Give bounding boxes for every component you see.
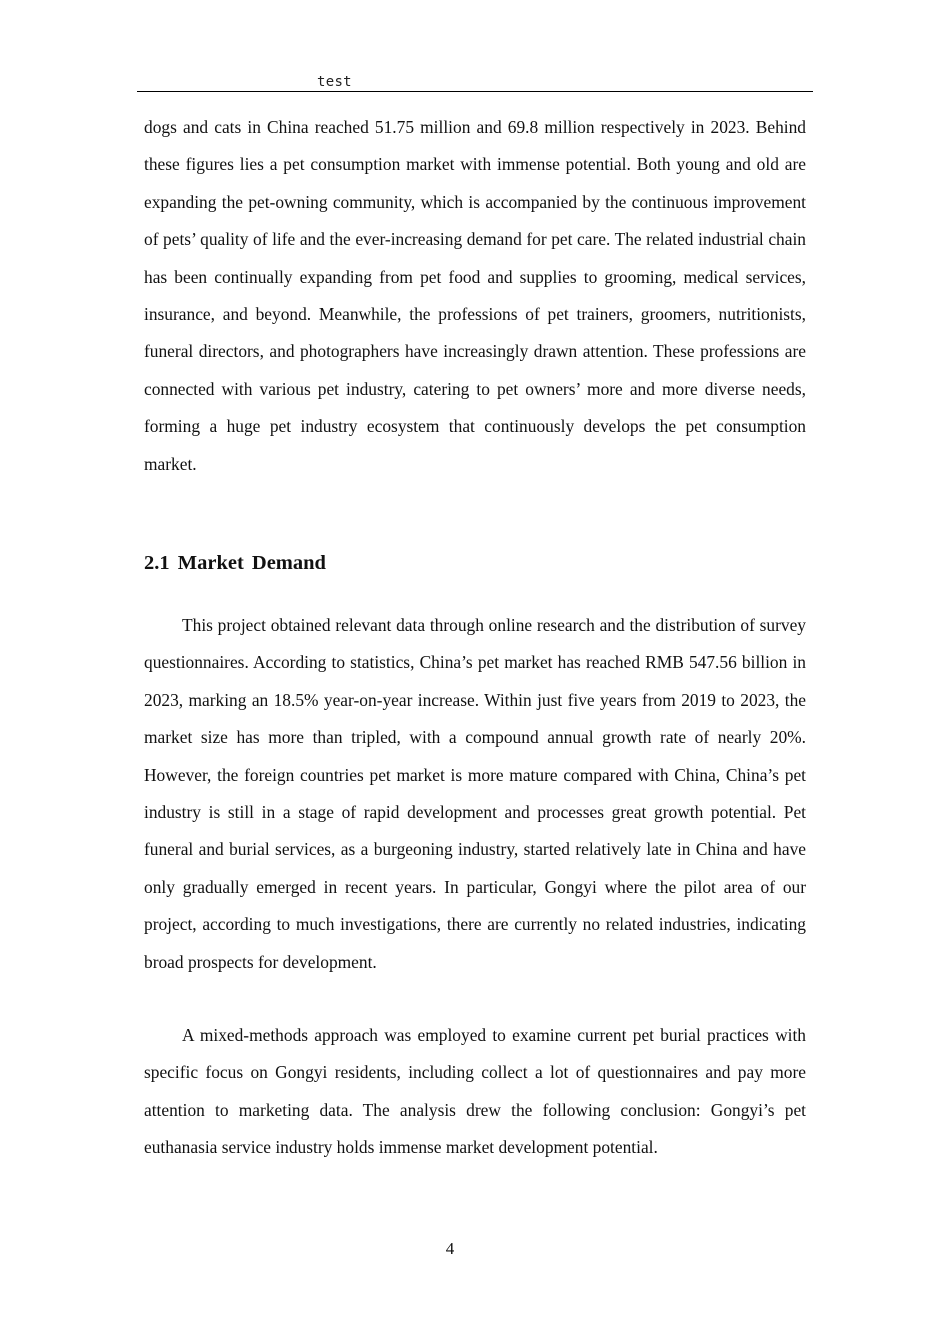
body-paragraph-methods: A mixed-methods approach was employed to examine current pet burial practices with specific focus on Gongyi residents, including collect a lot of questionnaires and pay more attention to marketing data. The analysis drew the following conclusion: Gongyi’s pet euthanasia service industry holds immense market development potential. — [144, 1025, 806, 1158]
body-paragraph-market-data: This project obtained relevant data through online research and the distribution of survey questionnaires. According to statistics, China’s pet market has reached RMB 547.56 billion in 2023, marking an 18.5% year-on-year increase. Within just five years from 2019 to 2023, the market size has more than tripled, with a compound annual growth rate of nearly 20%. However, the foreign countries pet market is more mature compared with China, China’s pet industry is still in a stage of rapid development and processes great growth potential. Pet funeral and burial services, as a burgeoning industry, started relatively late in China and have only gradually emerged in recent years. In particular, Gongyi where the pilot area of our project, according to much investigations, there are currently no related industries, indicating broad prospects for development. — [144, 615, 806, 972]
running-header: test — [317, 74, 352, 90]
body-paragraph-intro: dogs and cats in China reached 51.75 million and 69.8 million respectively in 2023. Behind these figures lies a pet consumption market with immense potential. Both young and old are expanding the pet-owning community, which is accompanied by the continuous improvement of pets’ quality of life and the ever-increasing demand for pet care. The related industrial chain has been continually expanding from pet food and supplies to grooming, medical services, insurance, and beyond. Meanwhile, the professions of pet trainers, groomers, nutritionists, funeral directors, and photographers have increasingly drawn attention. These professions are connected with various pet industry, catering to pet owners’ more and more diverse needs, forming a huge pet industry ecosystem that continuously develops the pet consumption market. — [144, 117, 806, 474]
page-number: 4 — [445, 1239, 455, 1258]
section-heading: 2.1 Market Demand — [144, 552, 326, 574]
header-divider — [137, 91, 813, 92]
